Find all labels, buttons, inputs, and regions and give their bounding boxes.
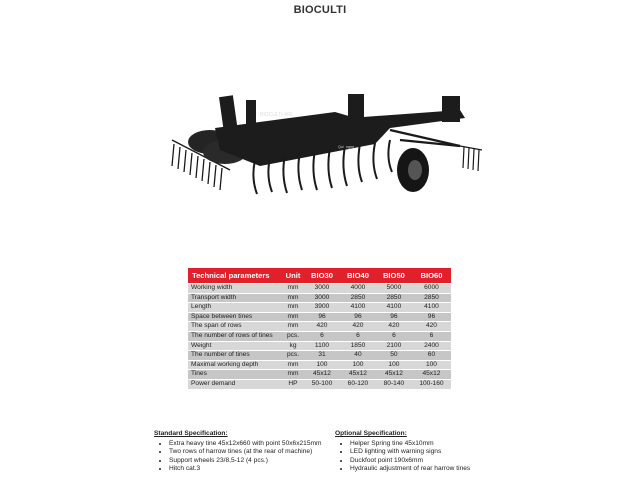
parameter-cell: Tines [188, 370, 282, 380]
unit-cell: mm [282, 322, 304, 332]
header-unit: Unit [282, 268, 304, 284]
parameter-cell: Space between tines [188, 312, 282, 322]
value-cell: 420 [340, 322, 376, 332]
value-cell: 96 [376, 312, 412, 322]
value-cell: 45x12 [376, 370, 412, 380]
header-bio60: BIO60 [412, 268, 451, 284]
value-cell: 420 [412, 322, 451, 332]
parameter-cell: Working width [188, 284, 282, 294]
machine-brand: Quivogne [338, 145, 355, 149]
unit-cell: mm [282, 370, 304, 380]
value-cell: 1100 [304, 341, 340, 351]
header-bio50: BIO50 [376, 268, 412, 284]
unit-cell: HP [282, 379, 304, 388]
table-row [188, 360, 451, 370]
value-cell: 420 [304, 322, 340, 332]
technical-parameters-table [188, 268, 451, 389]
value-cell: 1850 [340, 341, 376, 351]
table-row [188, 312, 451, 322]
list-item: • Two rows of harrow tines (at the rear of machine) [169, 448, 321, 457]
standard-specification-heading: Standard Specification: [154, 430, 228, 437]
list-item: • Hitch cat.3 [169, 465, 321, 474]
value-cell: 2850 [412, 293, 451, 303]
value-cell: 6 [340, 331, 376, 341]
value-cell: 45x12 [304, 370, 340, 380]
value-cell: 45x12 [412, 370, 451, 380]
parameter-cell: Transport width [188, 293, 282, 303]
parameter-cell: The number of rows of tines [188, 331, 282, 341]
header-bio40: BIO40 [340, 268, 376, 284]
value-cell: 100 [412, 360, 451, 370]
table-row [188, 341, 451, 351]
value-cell: 4100 [412, 303, 451, 313]
value-cell: 4000 [340, 284, 376, 294]
header-technical-parameters: Technical parameters [188, 268, 282, 284]
parameter-cell: Maximal working depth [188, 360, 282, 370]
value-cell: 2850 [340, 293, 376, 303]
parameter-cell: Power demand [188, 379, 282, 388]
value-cell: 4100 [376, 303, 412, 313]
list-item: • Helper Spring tine 45x10mm [350, 440, 470, 449]
table-row [188, 303, 451, 313]
table-header-row [188, 268, 451, 284]
header-bio30: BIO30 [304, 268, 340, 284]
value-cell: 6 [376, 331, 412, 341]
value-cell: 96 [304, 312, 340, 322]
unit-cell: pcs. [282, 351, 304, 361]
parameter-cell: The number of tines [188, 351, 282, 361]
list-item: • Extra heavy tine 45x12x660 with point 50x6x215mm [169, 440, 321, 449]
value-cell: 60-120 [340, 379, 376, 388]
unit-cell: pcs. [282, 331, 304, 341]
value-cell: 100-160 [412, 379, 451, 388]
list-item: • Hydraulic adjustment of rear harrow tines [350, 465, 470, 474]
value-cell: 4100 [340, 303, 376, 313]
value-cell: 100 [304, 360, 340, 370]
table-row [188, 293, 451, 303]
value-cell: 5000 [376, 284, 412, 294]
value-cell: 50-100 [304, 379, 340, 388]
table-row [188, 284, 451, 294]
optional-specification-heading: Optional Specification: [335, 430, 407, 437]
value-cell: 80-140 [376, 379, 412, 388]
value-cell: 3900 [304, 303, 340, 313]
value-cell: 6000 [412, 284, 451, 294]
value-cell: 45x12 [340, 370, 376, 380]
value-cell: 40 [340, 351, 376, 361]
unit-cell: mm [282, 284, 304, 294]
parameter-cell: Length [188, 303, 282, 313]
table-row [188, 331, 451, 341]
value-cell: 2100 [376, 341, 412, 351]
unit-cell: mm [282, 303, 304, 313]
table-row [188, 322, 451, 332]
page-title: BIOCULTI [293, 4, 347, 16]
value-cell: 420 [376, 322, 412, 332]
value-cell: 100 [376, 360, 412, 370]
table-row [188, 379, 451, 388]
parameter-cell: Weight [188, 341, 282, 351]
value-cell: 100 [340, 360, 376, 370]
value-cell: 6 [412, 331, 451, 341]
unit-cell: mm [282, 293, 304, 303]
value-cell: 60 [412, 351, 451, 361]
value-cell: 2850 [376, 293, 412, 303]
unit-cell: kg [282, 341, 304, 351]
list-item: • Duckfoot point 190x6mm [350, 457, 470, 466]
value-cell: 6 [304, 331, 340, 341]
standard-specification [154, 430, 321, 474]
value-cell: 31 [304, 351, 340, 361]
unit-cell: mm [282, 312, 304, 322]
value-cell: 3000 [304, 284, 340, 294]
value-cell: 96 [340, 312, 376, 322]
list-item: • LED lighting with warning signs [350, 448, 470, 457]
value-cell: 96 [412, 312, 451, 322]
optional-specification [335, 430, 470, 474]
unit-cell: mm [282, 360, 304, 370]
value-cell: 50 [376, 351, 412, 361]
parameter-cell: The span of rows [188, 322, 282, 332]
machine-decal: BIOCULTI 400 [260, 112, 293, 118]
list-item: • Support wheels 23/8,5-12 (4 pcs.) [169, 457, 321, 466]
machine-illustration [160, 88, 490, 216]
value-cell: 3000 [304, 293, 340, 303]
table-row [188, 370, 451, 380]
table-row [188, 351, 451, 361]
value-cell: 2400 [412, 341, 451, 351]
